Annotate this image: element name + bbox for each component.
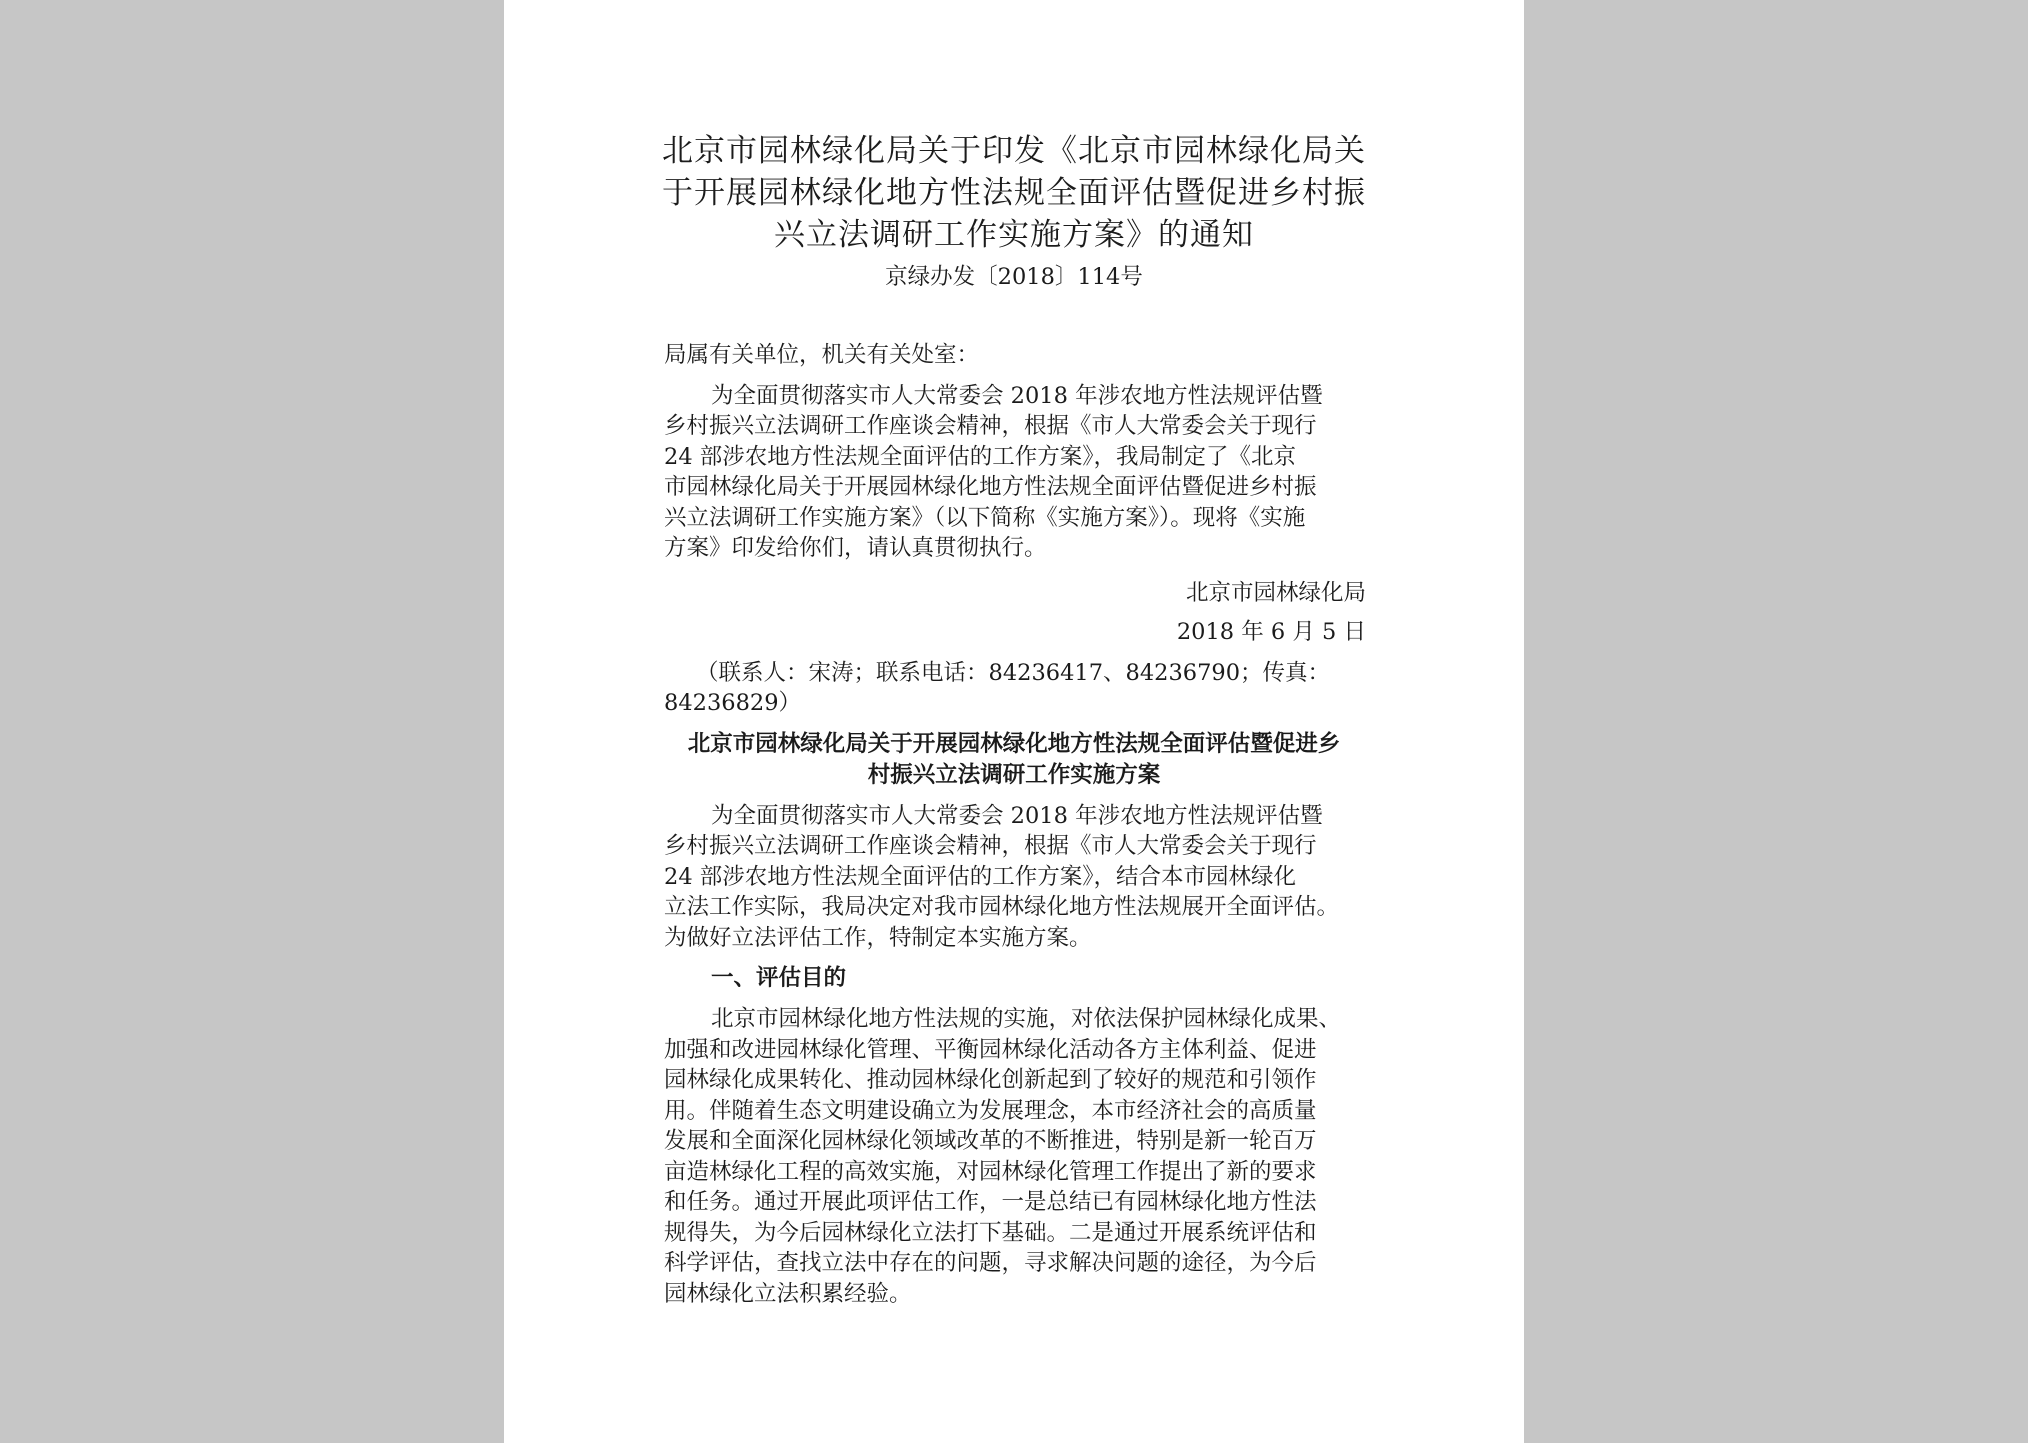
plan-intro-line: 为全面贯彻落实市人大常委会 2018 年涉农地方性法规评估暨 [711, 803, 1323, 829]
salutation: 局属有关单位，机关有关处室： [664, 342, 980, 368]
section-line: 加强和改进园林绿化管理、平衡园林绿化活动各方主体利益、促进 [664, 1037, 1317, 1063]
section-line: 北京市园林绿化地方性法规的实施，对依法保护园林绿化成果、 [711, 1006, 1342, 1032]
notice-title-line: 北京市园林绿化局关于印发《北京市园林绿化局关 [662, 133, 1366, 169]
plan-intro-line: 24 部涉农地方性法规全面评估的工作方案》，结合本市园林绿化 [664, 864, 1297, 890]
section-line: 用。伴随着生态文明建设确立为发展理念，本市经济社会的高质量 [664, 1098, 1317, 1124]
section-line: 规得失，为今后园林绿化立法打下基础。二是通过开展系统评估和 [664, 1220, 1317, 1246]
contact-line: （联系人：宋涛；联系电话：84236417、84236790；传真： [696, 660, 1331, 686]
section-line: 园林绿化立法积累经验。 [664, 1281, 912, 1307]
issue-date: 2018 年 6 月 5 日 [1176, 619, 1366, 645]
body-line: 乡村振兴立法调研工作座谈会精神，根据《市人大常委会关于现行 [664, 413, 1317, 439]
plan-intro-line: 立法工作实际，我局决定对我市园林绿化地方性法规展开全面评估。 [664, 894, 1340, 920]
section-line: 科学评估，查找立法中存在的问题，寻求解决问题的途径，为今后 [664, 1250, 1317, 1276]
plan-title-line: 北京市园林绿化局关于开展园林绿化地方性法规全面评估暨促进乡 [687, 731, 1341, 757]
contact-line: 84236829） [664, 690, 802, 716]
body-line: 为全面贯彻落实市人大常委会 2018 年涉农地方性法规评估暨 [711, 383, 1323, 409]
section-heading: 一、评估目的 [711, 965, 847, 991]
section-line: 和任务。通过开展此项评估工作，一是总结已有园林绿化地方性法 [664, 1189, 1317, 1215]
signature: 北京市园林绿化局 [1185, 580, 1366, 606]
body-line: 方案》印发给你们，请认真贯彻执行。 [664, 535, 1047, 561]
document-number: 京绿办发〔2018〕114号 [885, 264, 1143, 290]
section-line: 发展和全面深化园林绿化领域改革的不断推进，特别是新一轮百万 [664, 1128, 1317, 1154]
notice-title-line: 于开展园林绿化地方性法规全面评估暨促进乡村振 [662, 175, 1366, 211]
plan-title-line: 村振兴立法调研工作实施方案 [867, 762, 1161, 788]
plan-intro-line: 为做好立法评估工作，特制定本实施方案。 [664, 925, 1092, 951]
section-line: 园林绿化成果转化、推动园林绿化创新起到了较好的规范和引领作 [664, 1067, 1317, 1093]
section-line: 亩造林绿化工程的高效实施，对园林绿化管理工作提出了新的要求 [664, 1159, 1317, 1185]
notice-title-line: 兴立法调研工作实施方案》的通知 [774, 217, 1254, 253]
plan-intro-line: 乡村振兴立法调研工作座谈会精神，根据《市人大常委会关于现行 [664, 833, 1317, 859]
body-line: 市园林绿化局关于开展园林绿化地方性法规全面评估暨促进乡村振 [664, 474, 1317, 500]
document-page [504, 0, 1524, 1443]
body-line: 兴立法调研工作实施方案》（以下简称《实施方案》）。现将《实施 [664, 505, 1306, 531]
body-line: 24 部涉农地方性法规全面评估的工作方案》，我局制定了《北京 [664, 444, 1297, 470]
